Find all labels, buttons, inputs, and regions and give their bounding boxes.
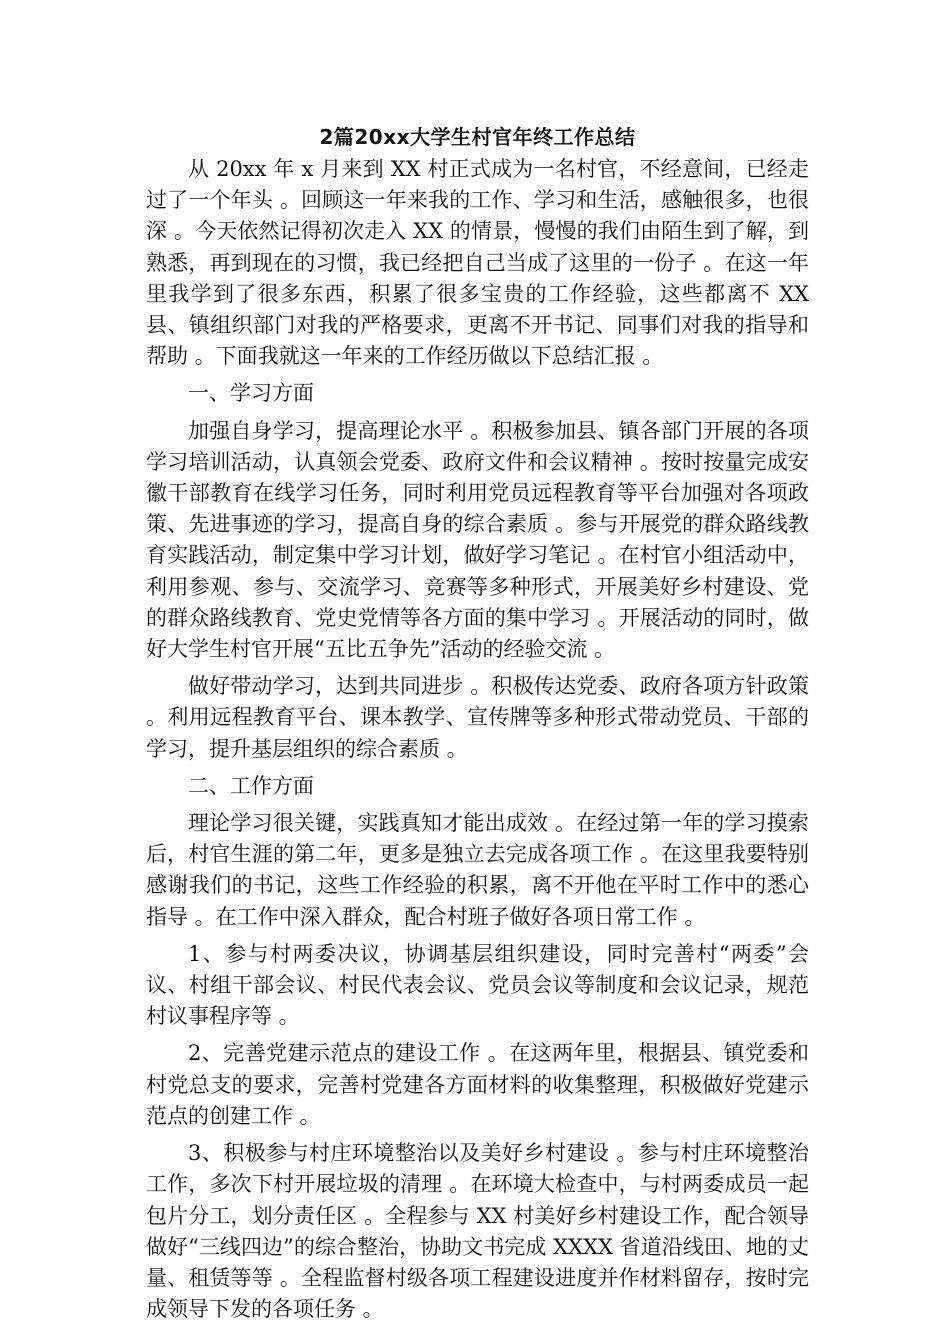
paragraph-work-item-3: 3、积极参与村庄环境整治以及美好乡村建设 。参与村庄环境整治工作，多次下村开展垃圾的清理 。在环境大检查中，与村两委成员一起包片分工，划分责任区 。全程参与 XX 村美好乡村建设工作，配合领导做好“三线四边”的综合整治，协助文书完成 XXXX 省道沿线田、地的丈量、租赁等等 。全程监督村级各项工程建设进度并作材料留存，按时完成领导下发的各项任务 。: [146, 1141, 809, 1322]
paragraph-study-self: 加强自身学习，提高理论水平 。积极参加县、镇各部门开展的各项学习培训活动，认真领会党委、政府文件和会议精神 。按时按量完成安徽干部教育在线学习任务，同时利用党员远程教育等平台加强对各项政策、先进事迹的学习，提高自身的综合素质 。参与开展党的群众路线教育实践活动，制定集中学习计划，做好学习笔记 。在村官小组活动中，利用参观、参与、交流学习、竞赛等多种形式，开展美好乡村建设、党的群众路线教育、党史党情等各方面的集中学习 。开展活动的同时，做好大学生村官开展“五比五争先”活动的经验交流 。: [146, 418, 809, 662]
paragraph-intro: 从 20xx 年 x 月来到 XX 村正式成为一名村官，不经意间，已经走过了一个年头 。回顾这一年来我的工作、学习和生活，感触很多，也很深 。今天依然记得初次走入 XX 的情景，慢慢的我们由陌生到了解，到熟悉，再到现在的习惯，我已经把自己当成了这里的一份子 。在这一年里我学到了很多东西，积累了很多宝贵的工作经验，这些都离不 XX 县、镇组织部门对我的严格要求，更离不开书记、同事们对我的指导和帮助 。下面我就这一年来的工作经历做以下总结汇报 。: [146, 157, 809, 369]
document-body: [146, 120, 809, 1331]
paragraph-work-item-1: 1、参与村两委决议，协调基层组织建设，同时完善村“两委”会议、村组干部会议、村民代表会议、党员会议等制度和会议记录，规范村议事程序等 。: [146, 941, 809, 1029]
section-heading-work: 二、工作方面: [188, 773, 314, 798]
paragraph-work-item-2: 2、完善党建示范点的建设工作 。在这两年里，根据县、镇党委和村党总支的要求，完善村党建各方面材料的收集整理，积极做好党建示范点的创建工作 。: [146, 1041, 809, 1128]
paragraph-work-intro: 理论学习很关键，实践真知才能出成效 。在经过第一年的学习摸索后，村官生涯的第二年，更多是独立去完成各项工作 。在这里我要特别感谢我们的书记，这些工作经验的积累，离不开他在平时工作中的悉心指导 。在工作中深入群众，配合村班子做好各项日常工作 。: [146, 811, 809, 929]
paragraph-study-lead: 做好带动学习，达到共同进步 。积极传达党委、政府各项方针政策 。利用远程教育平台、课本教学、宣传牌等多种形式带动党员、干部的学习，提升基层组织的综合素质 。: [146, 674, 809, 761]
document-title: 2篇20xx大学生村官年终工作总结: [319, 125, 636, 149]
section-heading-study: 一、学习方面: [188, 381, 314, 406]
